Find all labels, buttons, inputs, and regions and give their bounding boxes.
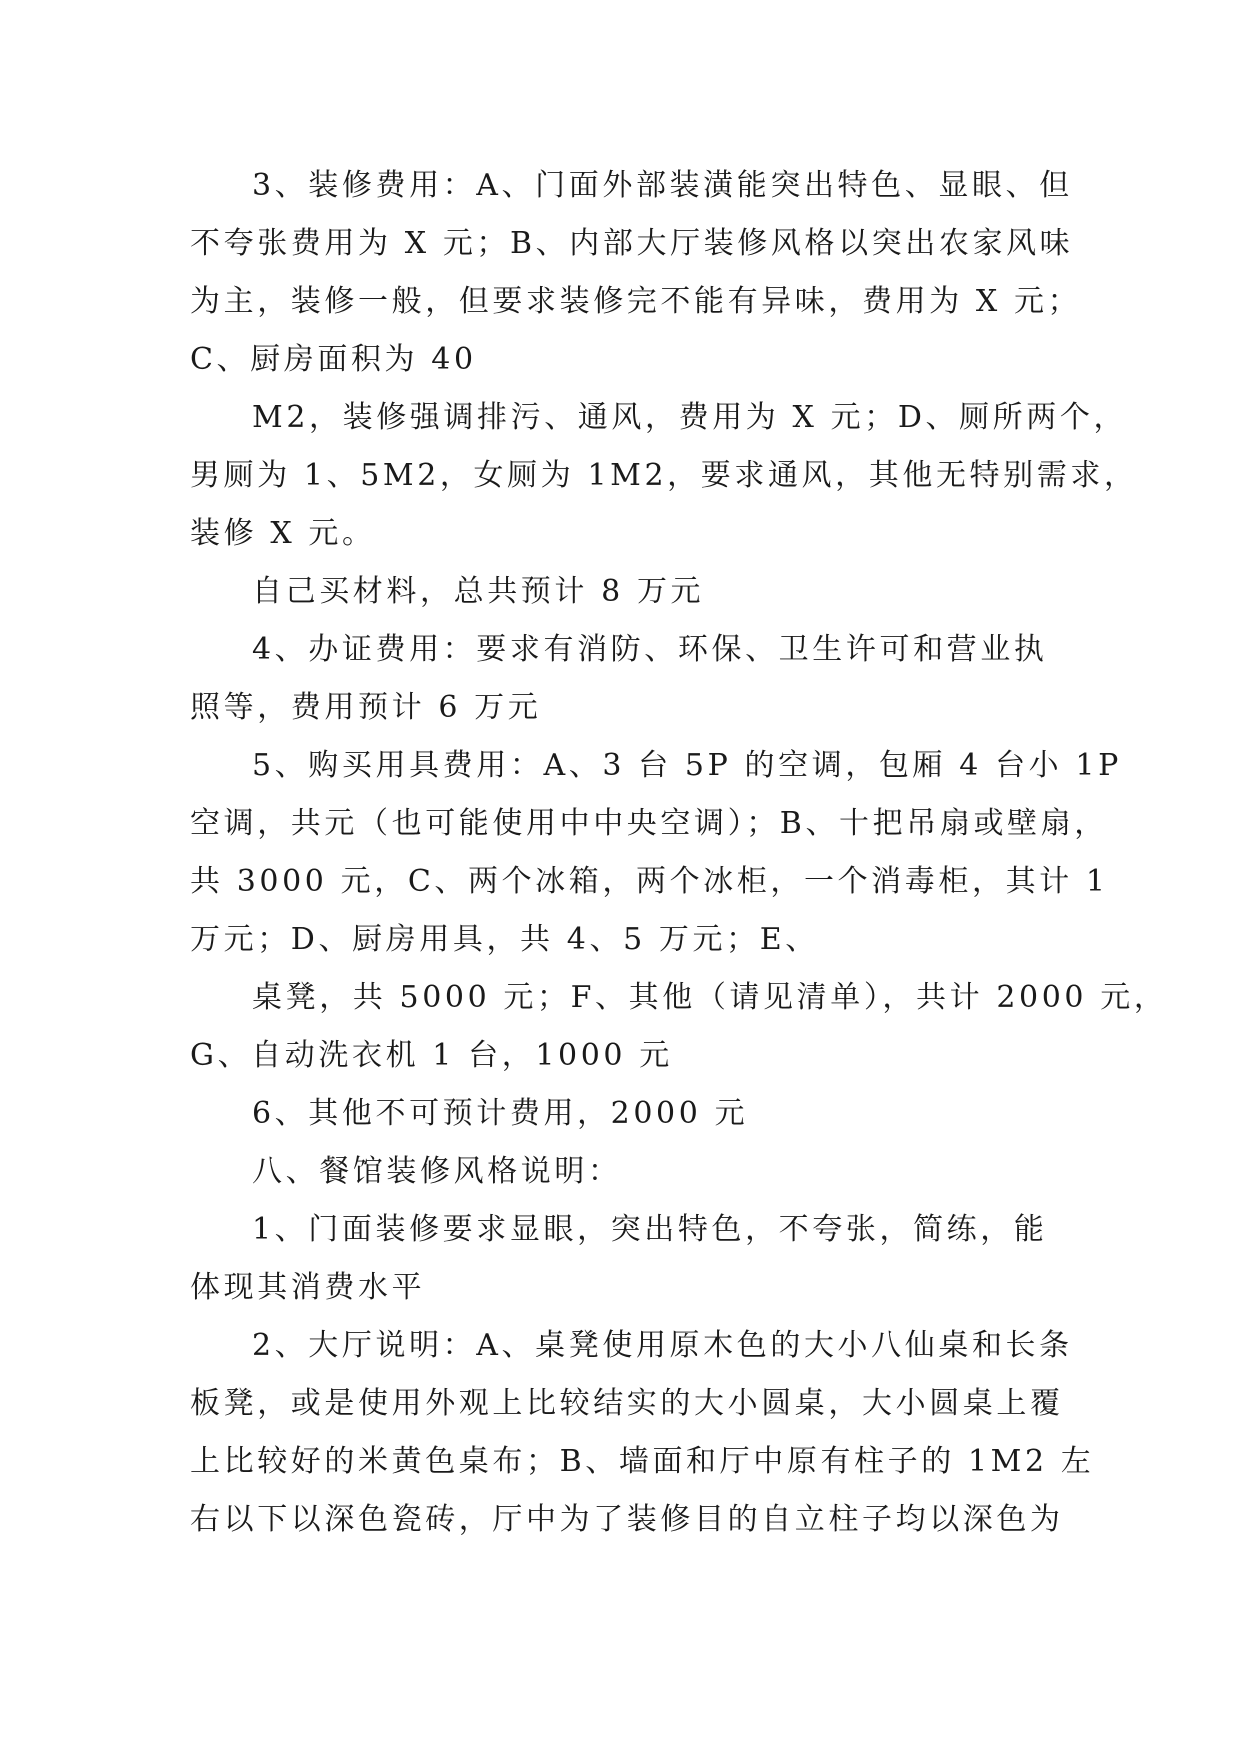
- text-line: 板凳，或是使用外观上比较结实的大小圆桌，大小圆桌上覆: [190, 1386, 1064, 1421]
- text-line: 自己买材料，总共预计 8 万元: [252, 574, 705, 609]
- text-line: 1、门面装修要求显眼，突出特色，不夸张，简练，能: [252, 1212, 1048, 1247]
- text-line: 5、购买用具费用：A、3 台 5P 的空调，包厢 4 台小 1P: [252, 748, 1122, 783]
- text-line: 4、办证费用：要求有消防、环保、卫生许可和营业执: [252, 632, 1048, 667]
- text-line: 体现其消费水平: [190, 1270, 426, 1305]
- text-line: 不夸张费用为 X 元；B、内部大厅装修风格以突出农家风味: [190, 226, 1074, 261]
- text-line: 万元；D、厨房用具，共 4、5 万元；E、: [190, 922, 819, 957]
- text-line: 共 3000 元，C、两个冰箱，两个冰柜，一个消毒柜，其计 1: [190, 864, 1109, 899]
- text-line: 为主，装修一般，但要求装修完不能有异味，费用为 X 元；: [190, 284, 1082, 319]
- text-line: 照等，费用预计 6 万元: [190, 690, 542, 725]
- text-line: 空调，共元（也可能使用中中央空调）；B、十把吊扇或壁扇，: [190, 806, 1108, 841]
- text-line: 3、装修费用：A、门面外部装潢能突出特色、显眼、但: [252, 168, 1073, 203]
- section-heading: 八、餐馆装修风格说明：: [252, 1154, 622, 1189]
- text-line: 男厕为 1、5M2，女厕为 1M2，要求通风，其他无特别需求，: [190, 458, 1138, 493]
- document-body: [190, 157, 1168, 1549]
- text-line: 装修 X 元。: [190, 516, 376, 551]
- text-line: 右以下以深色瓷砖，厅中为了装修目的自立柱子均以深色为: [190, 1502, 1064, 1537]
- text-line: 6、其他不可预计费用，2000 元: [252, 1096, 749, 1131]
- text-line: 2、大厅说明：A、桌凳使用原木色的大小八仙桌和长条: [252, 1328, 1073, 1363]
- text-line: M2，装修强调排污、通风，费用为 X 元；D、厕所两个，: [252, 400, 1128, 435]
- text-line: 桌凳，共 5000 元；F、其他（请见清单），共计 2000 元，: [252, 980, 1168, 1015]
- text-line: 上比较好的米黄色桌布；B、墙面和厅中原有柱子的 1M2 左: [190, 1444, 1095, 1479]
- text-line: G、自动洗衣机 1 台，1000 元: [190, 1038, 673, 1073]
- text-line: C、厨房面积为 40: [190, 342, 477, 377]
